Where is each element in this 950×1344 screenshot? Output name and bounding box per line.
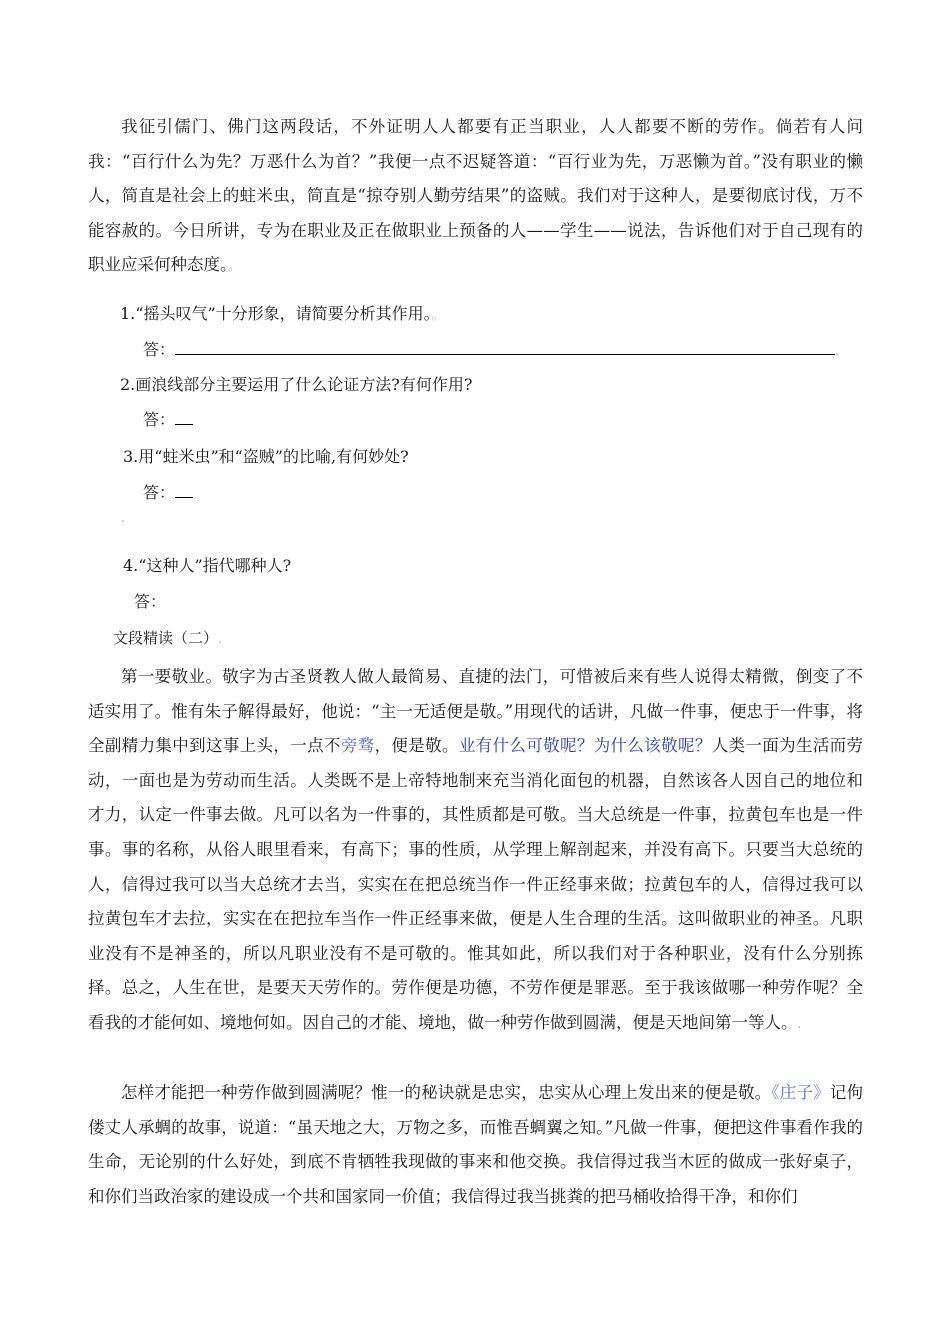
question-1 bbox=[120, 302, 444, 327]
answer-3-label: 答： bbox=[143, 483, 176, 502]
answer-1-label: 答： bbox=[143, 340, 176, 359]
question-4-text: 4.“这种人”指代哪种人? bbox=[123, 556, 292, 575]
book-title-link[interactable]: 《庄子》 bbox=[771, 1083, 830, 1102]
passage-2-text-c: 人类一面为生活而劳动，一面也是为劳动而生活。人类既不是上帝特地制来充当消化面包的机器，自然该各人因自己的地位和才力，认定一件事去做。凡可以名为一件事的，其性质都是可敬。当大总统是一件事，拉黄包车也是一件事。事的名称，从俗人眼里看来，有高下；事的性质，从学理上解剖起来，并没有高下。只要当大总统的人，信得过我可以当大总统才去当，实实在在把总统当作一件正经事来做；拉黄包车的人，信得过我可以拉黄包车才去拉，实实在在把拉车当作一件正经事来做，便是人生合理的生活。这叫做职业的神圣。凡职业没有不是神圣的，所以凡职业没有不是可敬的。惟其如此，所以我们对于各种职业，没有什么分别拣择。总之，人生在世，是要天天劳作的。劳作便是功德，不劳作便是罪恶。至于我该做哪一种劳作呢？全看我的才能何如、境地何如。因自己的才能、境地，做一种劳作做到圆满，便是天地间第一等人。 bbox=[88, 736, 864, 1032]
question-4 bbox=[123, 554, 291, 578]
answer-4 bbox=[134, 590, 166, 614]
passage-3-text-b: 记佝偻丈人承蜩的故事，说道：“虽天地之大，万物之多，而惟吾蜩翼之知。”凡做一件事，便把这件事看作我的生命，无论别的什么好处，到底不肯牺牲我现做的事来和他交换。我信得过我当木匠的做成一张好桌子，和你们当政治家的建设成一个共和国家同一价值；我信得过我当挑粪的把马桶收拾得干净，和你们 bbox=[88, 1083, 864, 1206]
answer-1 bbox=[143, 338, 839, 363]
passage-2-text-a: 第一要敬业。敬字为古圣贤教人做人最简易、直捷的法门，可惜被后来有些人说得太精微，倒变了不适实用了。惟有朱子解得最好，他说：“主一无适便是敬。”用现代的话讲，凡做一件事，便忠于一件事，将全副精力集中到这事上头，一点不 bbox=[88, 667, 863, 756]
paragraph-mark: . bbox=[797, 1016, 802, 1031]
question-3 bbox=[123, 445, 409, 469]
highlighted-question[interactable]: 业有什么可敬呢？为什么该敬呢？ bbox=[458, 736, 712, 756]
paragraph-mark: 。 bbox=[228, 259, 241, 274]
passage-2-text-b: ，便是敬。 bbox=[374, 736, 459, 756]
question-2-text: 2.画浪线部分主要运用了什么论证方法?有何作用? bbox=[120, 375, 473, 394]
passage-3 bbox=[88, 1076, 863, 1214]
question-3-text: 3.用“蛀米虫”和“盗贼”的比喻,有何妙处? bbox=[123, 447, 409, 466]
passage-2 bbox=[88, 660, 863, 1042]
section-heading-text: 文段精读（二） bbox=[113, 629, 219, 647]
answer-3 bbox=[143, 481, 193, 505]
answer-4-label: 答： bbox=[134, 592, 167, 611]
passage-3-text-a: 怎样才能把一种劳作做到圆满呢？惟一的秘诀就是忠实，忠实从心理上发出来的便是敬。 bbox=[121, 1083, 772, 1102]
empty-paragraph-mark: . bbox=[121, 511, 125, 525]
answer-3-line[interactable] bbox=[175, 483, 193, 498]
section-heading bbox=[113, 626, 222, 651]
question-1-text: 1.“摇头叹气”十分形象，请简要分析其作用。 bbox=[120, 304, 432, 323]
answer-1-line[interactable] bbox=[175, 340, 835, 355]
paragraph-mark: . bbox=[218, 632, 222, 646]
question-2 bbox=[120, 373, 472, 397]
passage-1 bbox=[88, 110, 863, 284]
paragraph-mark: . bbox=[835, 344, 839, 358]
answer-2 bbox=[143, 408, 193, 432]
paragraph-mark: 。 bbox=[431, 308, 444, 322]
passage-1-text: 我征引儒门、佛门这两段话，不外证明人人都要有正当职业，人人都要不断的劳作。倘若有人问我：“百行什么为先？万恶什么为首？”我便一点不迟疑答道：“百行业为先，万恶懒为首。”没有职业的懒人，简直是社会上的蛀米虫，简直是“掠夺别人勤劳结果”的盗贼。我们对于这种人，是要彻底讨伐，万不能容赦的。今日所讲，专为在职业及正在做职业上预备的人——学生——说法，告诉他们对于自己现有的职业应采何种态度。 bbox=[88, 117, 863, 275]
annotated-word-link[interactable]: 旁骛 bbox=[340, 736, 375, 756]
answer-2-label: 答： bbox=[143, 410, 176, 429]
answer-2-line[interactable] bbox=[175, 410, 193, 425]
